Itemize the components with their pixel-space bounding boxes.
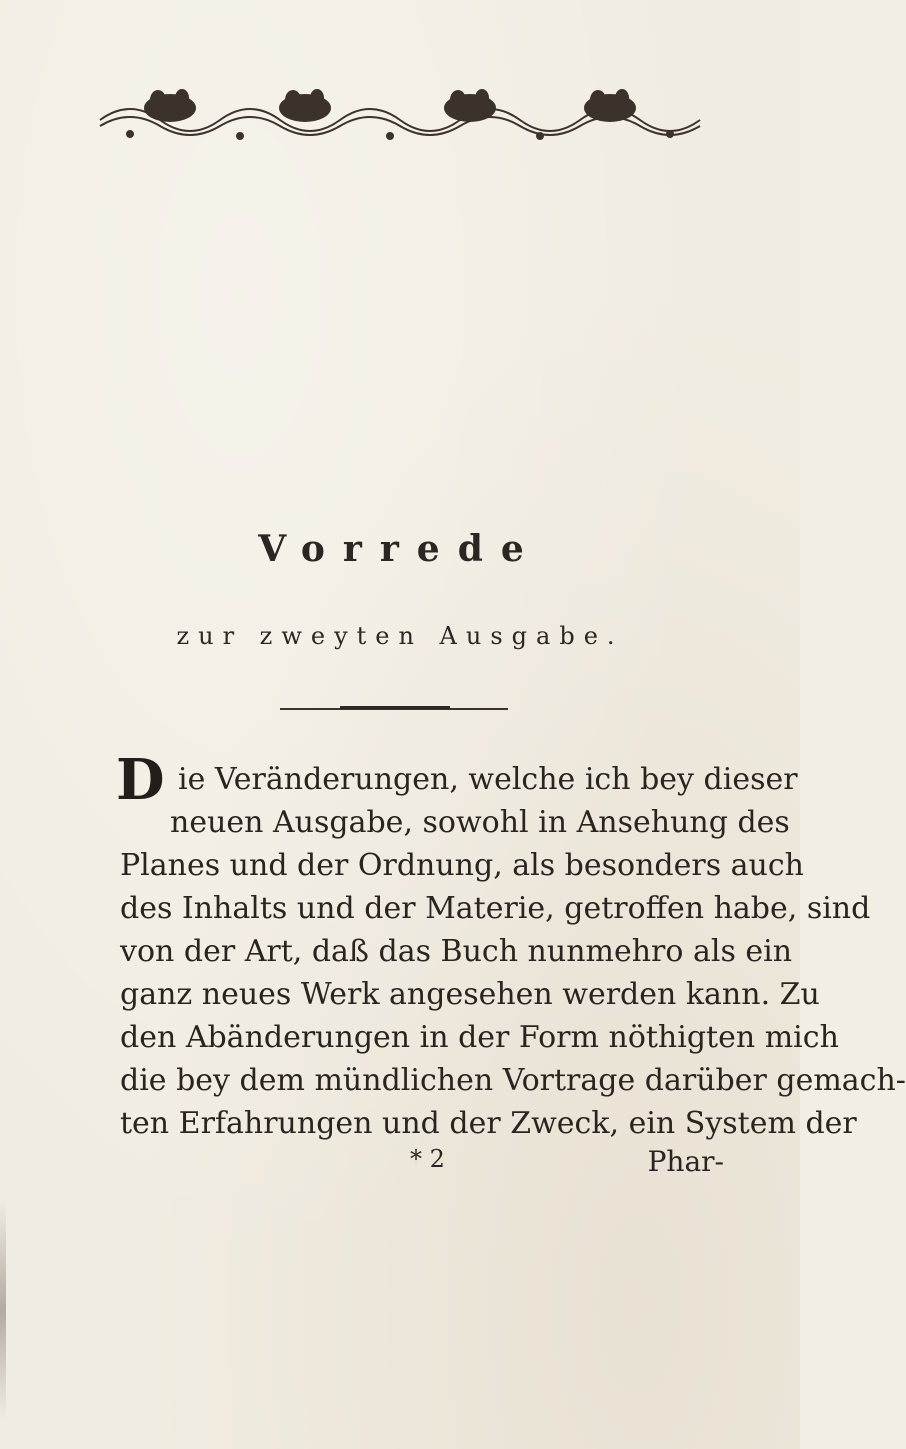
text-line: von der Art, daß das Buch nunmehro als ein xyxy=(120,934,793,969)
page-subtitle: zur zweyten Ausgabe. xyxy=(176,622,624,650)
text-line: neuen Ausgabe, sowohl in Ansehung des xyxy=(170,805,790,840)
preface-text xyxy=(116,747,906,1145)
text-line xyxy=(116,747,798,813)
text-line: ten Erfahrungen und der Zweck, ein System der xyxy=(120,1106,857,1141)
floral-vignette-icon xyxy=(90,78,710,148)
drop-capital: D xyxy=(116,747,165,813)
divider-rule-center xyxy=(340,706,450,709)
text-line: ganz neues Werk angesehen werden kann. Zu xyxy=(120,977,820,1012)
text-line: die bey dem mündlichen Vortrage darüber gemach- xyxy=(120,1063,906,1098)
text-line: Planes und der Ordnung, als besonders auch xyxy=(120,848,804,883)
text-line: den Abänderungen in der Form nöthigten mich xyxy=(120,1020,839,1055)
text-line: des Inhalts und der Materie, getroffen habe, sind xyxy=(120,891,871,926)
page-footer xyxy=(120,1145,724,1185)
page-title: Vorrede xyxy=(258,528,542,570)
catchword: Phar- xyxy=(647,1145,724,1178)
signature-mark: * 2 xyxy=(410,1145,445,1173)
page-edge-shadow xyxy=(0,1200,6,1420)
line-text: ie Veränderungen, welche ich bey dieser xyxy=(178,762,798,797)
